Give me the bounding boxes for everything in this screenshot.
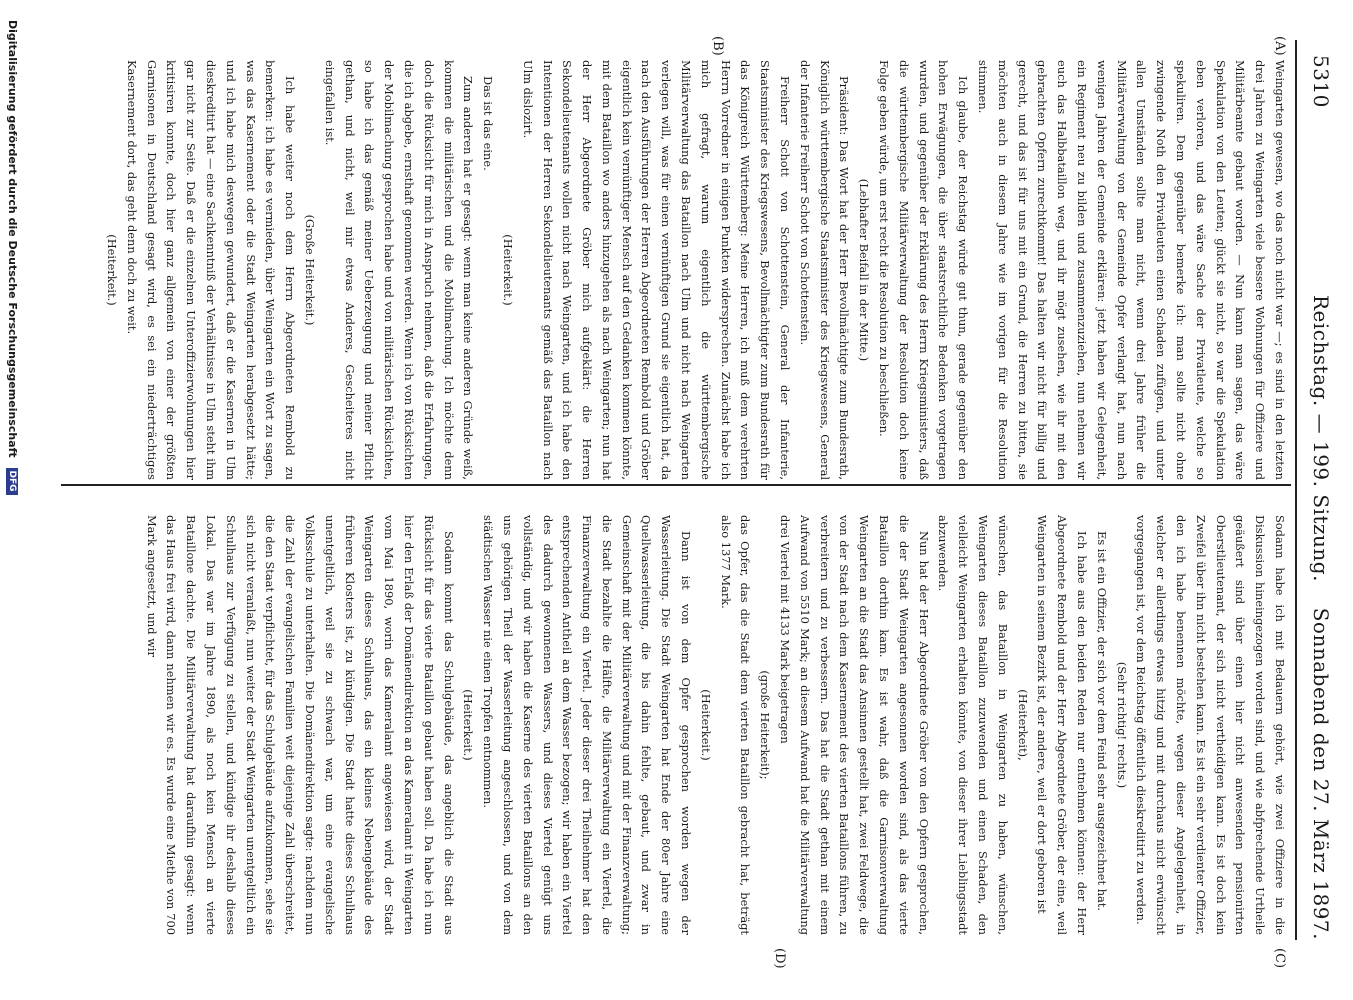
margin-marker-c: (C) [1272, 948, 1287, 969]
left-column-paragraph: Präsident: Das Wort hat der Herr Bevollmächtigte zum Bundesrath, Königlich württembergische Staatsminister des Kriegswesens, General der Infanterie Freiherr Schott von Schottenstein. [797, 60, 852, 480]
right-column-paragraph: Es ist ein Offizier, der sich vor dem Feind sehr ausgezeichnet hat. [1094, 531, 1109, 912]
left-column-paragraph: Zum anderen hat er gesagt: wenn man keine anderen Gründe weiß, kommen die militärischen und die Mobilmachung. Ich möchte denn doch die Rücksicht für mich in Anspruch nehmen, daß die Erfahrungen, die ich abgebe, ernsthaft genommen werden. Wenn ich von Rücksichten der Mobilmachung gesprochen habe und von militärischen Rücksichten, so habe ich das gemäß meiner Ueberzeugung und meiner Pflicht gethan, und nicht, weil mir etwas Anderes, Gescheiteres nicht eingefallen ist. [322, 60, 476, 480]
margin-marker-b: (B) [710, 36, 725, 56]
session-date: Sonnabend den 27. März 1897. [1309, 607, 1333, 940]
left-column [69, 60, 1289, 480]
margin-marker-a: (A) [1272, 36, 1287, 56]
left-column-paragraph: (Heiterkeit.) [500, 234, 515, 306]
left-column-paragraph: Weingarten gewesen, wo das noch nicht war —; es sind in den letzten drei Jahren zu Weingarten viele bessere Wohnungen für Offiziere und Militärbeamte gebaut worden. — Nun kann man sagen, das wäre Spekulation von den Leuten; glückt sie nicht, so war die Spekulation eben verloren, und das wäre Sache der Privatleute, welche so spekuliren. Dem gegenüber bemerke ich: man sollte nicht ohne zwingende Noth den Privatleuten einen Schaden zufügen, und unter allen Umständen sollte man nicht, wenn drei Jahre früher die Militärverwaltung von der Gemeinde Opfer verlangt hat, nun nach wenigen Jahren der Gemeinde erklären: jetzt haben wir Gelegenheit, ein Regiment neu zu bilden und zusammenzuziehen, nun nehmen wir euch das Halbbataillon weg, und ihr mögt zusehen, wie ihr mit den gebrachten Opfern zurechtkommt! Das halten wir nicht für billig und gerecht, und das ist für uns mit ein Grund, die Herren zu bitten, sie möchten auch in diesem Jahre wie im vorigen für die Resolution stimmen. [976, 60, 1287, 480]
left-column-paragraph: Freiherr Schott von Schottenstein, General der Infanterie, Staatsminister des Kriegswesens, Bevollmächtigter zum Bundesrath für das Königreich Württemberg: Meine Herren, ich muß dem verehrten Herrn Vorredner in einigen Punkten widersprechen. Zunächst habe ich mich gefragt, warum eigentlich die württembergische Militärverwaltung das Bataillon nach Ulm und nicht nach Weingarten verlegen will, was für einen vernünftigen Grund sie eigentlich hat, da nach den Ausführungen der Herren Abgeordneten Rembold und Gröber eigentlich kein vernünftiger Mensch auf den Gedanken kommen könnte, mit dem Bataillon wo anders hinzugehen als nach Weingarten; nun hat der Herr Abgeordnete Gröber mich aufgeklärt: die Herren Sekondelieutenants wollen nicht nach Weingarten, und ich habe den Intentionen der Herren Sekondelieutenants gemäß das Bataillon nach Ulm dislozirt. [520, 60, 793, 480]
right-column-paragraph: Dann ist von dem Opfer gesprochen worden wegen der Wasserleitung. Die Stadt Weingarten hat Ende der 80er Jahre eine Quellwasserleitung, die bis dahin fehlte, gebaut, und zwar in Gemeinschaft mit der Militärverwaltung und mit der Finanzverwaltung; die Stadt bezahlte die Hälfte, die Militärverwaltung ein Viertel, die Finanzverwaltung ein Viertel. Jeder dieser drei Theilnehmer hat den entsprechenden Antheil an dem Wasser bezogen; wir haben ein Viertel des dadurch gewonnenen Wassers, und dieses Viertel genügt uns vollständig, und wir haben die Kaserne des vierten Bataillons an den uns gehörigen Theil der Wasserleitung angeschlossen, und von dem städtischen Wasser nie einen Tropfen entnommen. [481, 515, 694, 935]
right-column-paragraph: Sodann habe ich mit Bedauern gehört, wie zwei Offiziere in die Diskussion hineingezogen worden sind, und wie abfprechende Urtheile geäußert sind über einen hier nicht anwesenden pensionirten Oberstlieutenant, der sich nicht vertheidigen kann. Es ist doch kein Zweifel über ihn nicht bestehen kann. Es ist ein sehr verdienter Offizier, den ich habe benennen möchte, wegen dieser Angelegenheit, in welcher er allerdings etwas hitzig und mit durchaus nicht erwünscht vorgegangen ist, vor dem Reichstag öffentlich dieskreditirt zu werden. [1134, 515, 1287, 935]
header-rule [1295, 40, 1297, 940]
left-column-paragraph: Ich glaube, der Reichstag würde gut thun, gerade gegenüber den hohen Erwägungen, die über staatsrechtliche Bedenken vorgetragen wurden, und gegenüber der Erklärung des Herrn Kriegsministers, daß die württembergische Militärverwaltung der Resolution doch keine Folge geben würde, um erst recht die Resolution zu beschließen. [877, 60, 971, 480]
left-column-paragraph: (Lebhafter Beifall in der Mitte.) [857, 178, 872, 362]
left-column-paragraph: Das ist das eine. [481, 76, 496, 171]
page-header [1293, 35, 1333, 940]
credit-text: Digitalisierung gefördert durch die Deutsche Forschungsgemeinschaft [6, 20, 19, 458]
right-column-paragraph: (Heiterkeit.) [461, 689, 476, 761]
left-column-paragraph: (Heiterkeit.) [104, 234, 119, 306]
right-column-paragraph: Nun hat der Herr Abgeordnete Gröber von den Opfern gesprochen, die der Stadt Weingarten angesonnen worden sind, als das vierte Bataillon dorthin kam. Es ist wahr, daß die Garnisonverwaltung Weingarten an die Stadt das Ansinnen gestellt hat, zwei Feldwege, die von der Stadt nach dem Kasernement des vierten Bataillons führen, zu verbreitern und zu verbessern. Das hat die Stadt gethan mit einem Aufwand von 5510 Mark; an diesem Aufwand hat die Militärverwaltung drei Viertel mit 4133 Mark beigetragen [778, 515, 931, 935]
right-column-paragraph: wünschen, das Bataillon in Weingarten zu haben, wünschen, Weingarten dieses Bataillon zuzuwenden und einen Schaden, den vielleicht Weingarten erhalten könnte, von dieser ihrer Lieblingsstadt abzuwenden. [936, 515, 1010, 935]
right-column-paragraph: (große Heiterkeit); [758, 670, 773, 780]
left-column-paragraph: (Große Heiterkeit.) [302, 214, 317, 326]
right-column-paragraph: (Heiterkeit.) [698, 689, 713, 761]
right-column-paragraph: Ich habe aus den beiden Reden nur entnehmen können: der Herr Abgeordnete Rembold und der Herr Abgeordnete Gröber, der eine, weil Weingarten in seinem Bezirk ist, der andere, weil er dort geboren ist [1035, 515, 1090, 935]
digitization-credit [6, 0, 19, 1000]
dfg-logo: DFG [6, 468, 18, 495]
right-column-paragraph: Sodann kommt das Schulgebäude, das angeblich die Stadt aus Rücksicht für das vierte Bataillon gebaut haben soll. Da habe ich nun hier den Erlaß der Domänendirektion an das Kameralamt in Weingarten vom Mai 1890, worin das Kameralamt angewiesen wird, der Stadt Weingarten dieses Schulhaus, das ein kleines Nebengebäude des früheren Klosters ist, zu kündigen. Die Stadt hatte dieses Schulhaus unentgeltlich, weil sie zu schwach war, um eine evangelische Volksschule zu unterhalten. Die Domänendirektion sagte: nachdem nun die Zahl der evangelischen Familien weit diejenige Zahl überschreitet, die den Staat verpflichtet, für das Schulgebäude aufzukommen, sehe sie sich nicht veranlaßt, nun weiter der Stadt Weingarten unentgeltlich ein Schulhaus zur Verfügung zu stellen, und kündige ihr deshalb dieses Lokal. Das war im Jahre 1890, als noch kein Mensch an vierte Bataillone dachte. Die Militärverwaltung hat daraufhin gesagt: wenn das Haus frei wird, dann nehmen wir es. Es wurde eine Miethe von 700 Mark angesetzt, und wir [144, 515, 456, 935]
right-column-paragraph: (Heiterkeit), [1015, 689, 1030, 761]
margin-marker-d: (D) [772, 948, 787, 969]
column-divider [61, 484, 1291, 486]
page-number: 5310 [1309, 55, 1333, 108]
right-column-paragraph: (Sehr richtig! rechts.) [1114, 661, 1129, 789]
right-column-paragraph: das Opfer, das die Stadt dem vierten Bataillon gebracht hat, beträgt also 1377 Mark. [718, 515, 753, 935]
left-column-paragraph: Ich habe weiter noch dem Herrn Abgeordneten Rembold zu bemerken: ich habe es vermieden, über Weingarten ein Wort zu sagen, was das Kasernement oder die Stadt Weingarten herabgesetzt hätte; und ich habe mich deswegen gewundert, daß er die Kasernen in Ulm dieskreditirt hat — eine Sachkenntniß der Verhältnisse in Ulm steht ihm gar nicht zur Seite. Daß er die einzelnen Unteroffizierwohnungen hier kritisiren konnte, doch hier ganz allgemein von einer der größten Garnisonen in Deutschland gesagt wird, es sei ein niederträchtiges Kasernement dort, das geht denn doch zu weit. [124, 60, 298, 480]
right-column [69, 515, 1289, 935]
page-title: Reichstag. — 199. Sitzung. [1309, 295, 1333, 582]
